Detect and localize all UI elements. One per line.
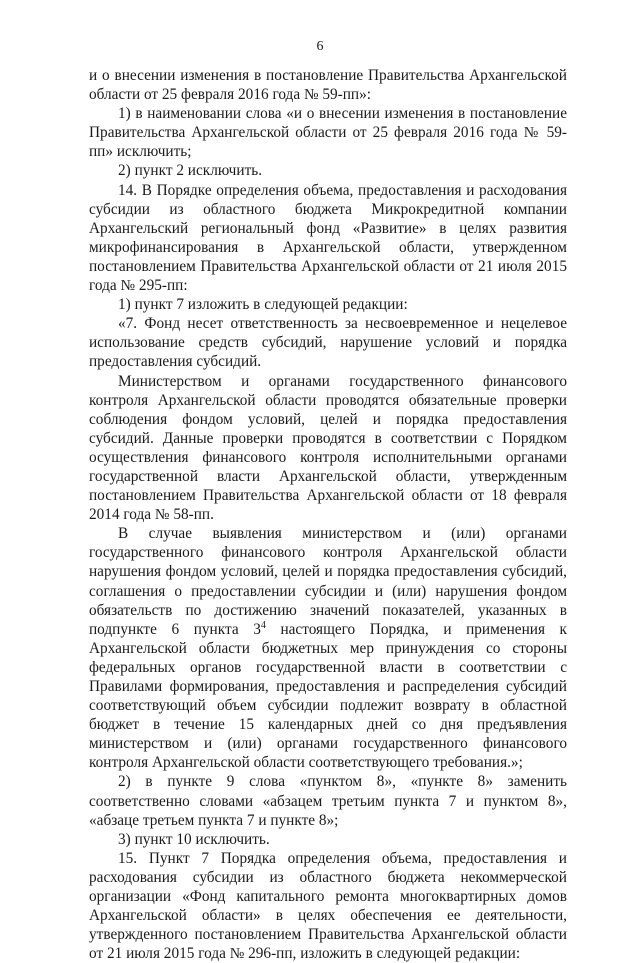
paragraph-violations [89, 524, 567, 772]
paragraph-item-1: 1) в наименовании слова «и о внесении изменения в постановление Правительства Архангельской области от 25 февраля 2016 года № 59-пп» исключить; [89, 105, 567, 161]
violations-text-start: В случае выявления министерством и (или) органами государственного финансового контроля Архангельской области нарушения фондом условий, целей и порядка предоставления субсидий, соглашения о предоставлении субсидии и (или) нарушения фондом обязательств по достижению значений показателей, указанных в подпункте 6 пункта 3 [89, 525, 567, 638]
paragraph-item-2: 2) пункт 2 исключить. [118, 162, 263, 180]
paragraph-checks: Министерством и органами государственного финансового контроля Архангельской области проводятся обязательные проверки соблюдения фондом условий, целей и порядка предоставления субсидий. Данные проверки проводятся в соответствии с Порядком осуществления финансового контроля исполнительными органами государственной власти Архангельской области, утвержденным постановлением Правительства Архангельской области от 18 февраля 2014 года № 58-пп. [89, 372, 567, 524]
violations-text-end: настоящего Порядка, и применения к Архангельской области бюджетных мер принуждения со стороны федеральных органов государственной власти в соответствии с Правилами формирования, предоставления и распределения субсидий соответствующий объем субсидии подлежит возврату в областной бюджет в течение 15 календарных дней со дня предъявления министерством и (или) органами государственного финансового контроля Архангельской области соответствующего требования.»; [89, 620, 567, 772]
paragraph-continuation: и о внесении изменения в постановление Правительства Архангельской области от 25 февраля 2016 года № 59-пп»: [89, 67, 567, 104]
document-body [89, 66, 567, 963]
paragraph-subitem-2: 2) в пункте 9 слова «пунктом 8», «пункте 8» заменить соответственно словами «абзацем третьим пункта 7 и пунктом 8», «абзаце третьем пункта 7 и пункте 8»; [89, 773, 567, 829]
paragraph-point-14: 14. В Порядке определения объема, предоставления и расходования субсидии из областного бюджета Микрокредитной компании Архангельский региональный фонд «Развитие» в целях развития микрофинансирования в Архангельской области, утвержденном постановлением Правительства Архангельской области от 21 июля 2015 года № 295-пп: [89, 181, 567, 295]
paragraph-point-15: 15. Пункт 7 Порядка определения объема, предоставления и расходования субсидии из областного бюджета некоммерческой организации «Фонд капитального ремонта многоквартирных домов Архангельской области» в целях обеспечения ее деятельности, утвержденного постановлением Правительства Архангельской области от 21 июля 2015 года № 296-пп, изложить в следующей редакции: [89, 849, 567, 963]
paragraph-quote-7: «7. Фонд несет ответственность за несвоевременное и нецелевое использование средств субсидий, нарушение условий и порядка предоставления субсидий. [89, 315, 567, 371]
superscript-index: 4 [260, 619, 266, 631]
paragraph-subitem-1: 1) пункт 7 изложить в следующей редакции: [118, 296, 408, 314]
page-number: 6 [316, 39, 324, 54]
paragraph-subitem-3: 3) пункт 10 исключить. [118, 830, 270, 848]
